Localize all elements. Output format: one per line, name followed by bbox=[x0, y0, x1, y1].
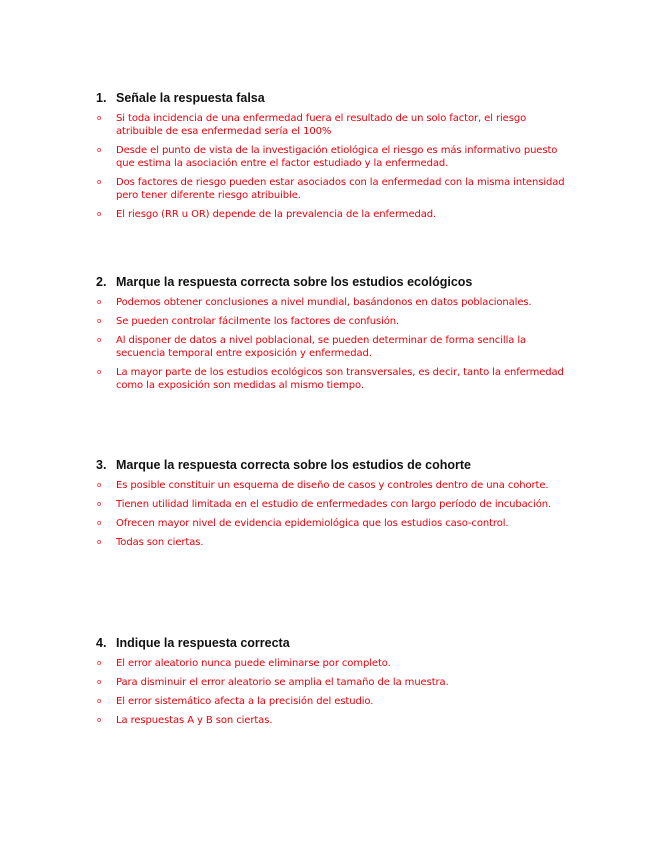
bullet-icon: o bbox=[97, 716, 102, 724]
option-d bbox=[96, 208, 566, 221]
question-text: Indique la respuesta correcta bbox=[116, 636, 290, 650]
option-a bbox=[96, 296, 566, 309]
option-a bbox=[96, 112, 566, 138]
option-text: El error aleatorio nunca puede eliminarse por completo. bbox=[116, 658, 391, 669]
option-text: Podemos obtener conclusiones a nivel mundial, basándonos en datos poblacionales. bbox=[116, 297, 532, 308]
option-c bbox=[96, 695, 566, 708]
option-a bbox=[96, 657, 566, 670]
option-b bbox=[96, 498, 566, 511]
question-text: Marque la respuesta correcta sobre los estudios ecológicos bbox=[116, 275, 473, 289]
option-c bbox=[96, 334, 566, 360]
option-text: Dos factores de riesgo pueden estar asociados con la enfermedad con la misma intensidad pero tener diferente riesgo atribuible. bbox=[116, 177, 565, 201]
option-a bbox=[96, 479, 566, 492]
bullet-icon: o bbox=[97, 368, 102, 376]
bullet-icon: o bbox=[97, 317, 102, 325]
option-list bbox=[96, 112, 566, 221]
option-list bbox=[96, 296, 566, 392]
question-number: 3. bbox=[96, 458, 107, 472]
option-text: La mayor parte de los estudios ecológicos son transversales, es decir, tanto la enfermedad como la exposición son medidas al mismo tiempo. bbox=[116, 367, 564, 391]
bullet-icon: o bbox=[97, 697, 102, 705]
option-text: El error sistemático afecta a la precisión del estudio. bbox=[116, 696, 374, 707]
bullet-icon: o bbox=[97, 210, 102, 218]
question-number: 2. bbox=[96, 275, 107, 289]
option-text: Desde el punto de vista de la investigación etiológica el riesgo es más informativo puesto que estima la asociación entre el factor estudiado y la enfermedad. bbox=[116, 145, 558, 169]
bullet-icon: o bbox=[97, 678, 102, 686]
question-text: Señale la respuesta falsa bbox=[116, 91, 265, 105]
question-title bbox=[96, 275, 566, 289]
bullet-icon: o bbox=[97, 114, 102, 122]
bullet-icon: o bbox=[97, 146, 102, 154]
bullet-icon: o bbox=[97, 336, 102, 344]
option-d bbox=[96, 714, 566, 727]
option-text: Al disponer de datos a nivel poblacional, se pueden determinar de forma sencilla la secuencia temporal entre exposición y enfermedad. bbox=[116, 335, 527, 359]
option-text: Para disminuir el error aleatorio se amplia el tamaño de la muestra. bbox=[116, 677, 449, 688]
question-text: Marque la respuesta correcta sobre los estudios de cohorte bbox=[116, 458, 471, 472]
question-2 bbox=[96, 275, 566, 398]
option-c bbox=[96, 517, 566, 530]
question-number: 1. bbox=[96, 91, 107, 105]
option-text: La respuestas A y B son ciertas. bbox=[116, 715, 273, 726]
option-text: Se pueden controlar fácilmente los factores de confusión. bbox=[116, 316, 400, 327]
bullet-icon: o bbox=[97, 538, 102, 546]
question-number: 4. bbox=[96, 636, 107, 650]
option-text: Si toda incidencia de una enfermedad fuera el resultado de un solo factor, el riesgo atribuible de esa enfermedad sería el 100% bbox=[116, 113, 527, 137]
bullet-icon: o bbox=[97, 178, 102, 186]
option-b bbox=[96, 315, 566, 328]
question-1 bbox=[96, 91, 566, 227]
option-text: Tienen utilidad limitada en el estudio de enfermedades con largo período de incubación. bbox=[116, 499, 552, 510]
bullet-icon: o bbox=[97, 500, 102, 508]
option-d bbox=[96, 366, 566, 392]
option-b bbox=[96, 676, 566, 689]
bullet-icon: o bbox=[97, 519, 102, 527]
question-4 bbox=[96, 636, 566, 733]
question-title bbox=[96, 458, 566, 472]
option-text: Todas son ciertas. bbox=[116, 537, 204, 548]
question-title bbox=[96, 636, 566, 650]
option-text: El riesgo (RR u OR) depende de la prevalencia de la enfermedad. bbox=[116, 209, 437, 220]
option-list bbox=[96, 657, 566, 727]
option-c bbox=[96, 176, 566, 202]
question-title bbox=[96, 91, 566, 105]
option-d bbox=[96, 536, 566, 549]
bullet-icon: o bbox=[97, 481, 102, 489]
bullet-icon: o bbox=[97, 298, 102, 306]
option-list bbox=[96, 479, 566, 549]
option-text: Ofrecen mayor nivel de evidencia epidemiológica que los estudios caso-control. bbox=[116, 518, 509, 529]
bullet-icon: o bbox=[97, 659, 102, 667]
option-b bbox=[96, 144, 566, 170]
question-3 bbox=[96, 458, 566, 555]
option-text: Es posible constituir un esquema de diseño de casos y controles dentro de una cohorte. bbox=[116, 480, 549, 491]
